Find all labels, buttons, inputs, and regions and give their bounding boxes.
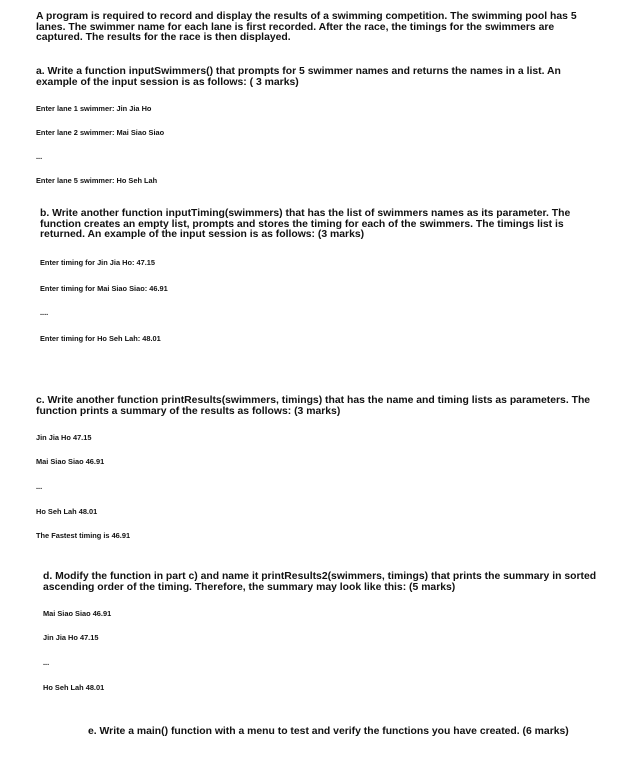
part-c-line-1: Jin Jia Ho 47.15 — [36, 433, 92, 442]
part-b-line-1: Enter timing for Jin Jia Ho: 47.15 — [40, 258, 155, 267]
part-a-line-3: ... — [36, 152, 43, 161]
part-a-line-2: Enter lane 2 swimmer: Mai Siao Siao — [36, 128, 165, 137]
part-b-line-2: Enter timing for Mai Siao Siao: 46.91 — [40, 284, 168, 293]
part-a-question: a. Write a function inputSwimmers() that prompts for 5 swimmer names and returns the names in a list. An example of the input session is as follows: ( 3 marks) — [36, 66, 561, 88]
part-d-line-3: ... — [43, 658, 50, 667]
part-d-question: d. Modify the function in part c) and name it printResults2(swimmers, timings) that prints the summary in sorted ascending order of the timing. Therefore, the summary may look like this: (5 marks) — [43, 571, 597, 593]
part-c-question: c. Write another function printResults(swimmers, timings) that has the name and timing lists as parameters. The function prints a summary of the results as follows: (3 marks) — [36, 395, 591, 417]
part-b-question: b. Write another function inputTiming(swimmers) that has the list of swimmers names as its parameter. The function creates an empty list, prompts and stores the timing for each of the swimmers. The timings list is returned. An example of the input session is as follows: (3 marks) — [40, 208, 571, 241]
part-a-line-4: Enter lane 5 swimmer: Ho Seh Lah — [36, 176, 158, 185]
part-e-question: e. Write a main() function with a menu to test and verify the functions you have created. (6 marks) — [88, 726, 569, 737]
part-b-line-3: .... — [40, 308, 49, 317]
part-d-line-2: Jin Jia Ho 47.15 — [43, 633, 99, 642]
part-d-line-4: Ho Seh Lah 48.01 — [43, 683, 105, 692]
part-c-line-4: Ho Seh Lah 48.01 — [36, 507, 98, 516]
part-c-line-3: ... — [36, 482, 43, 491]
part-a-line-1: Enter lane 1 swimmer: Jin Jia Ho — [36, 104, 152, 113]
part-d-line-1: Mai Siao Siao 46.91 — [43, 609, 112, 618]
part-c-line-2: Mai Siao Siao 46.91 — [36, 457, 105, 466]
intro-paragraph: A program is required to record and display the results of a swimming competition. The swimming pool has 5 lanes. The swimmer name for each lane is first recorded. After the race, the timings for the swimmers are captured. The results for the race is then displayed. — [36, 11, 577, 44]
part-b-line-4: Enter timing for Ho Seh Lah: 48.01 — [40, 334, 161, 343]
part-c-fastest: The Fastest timing is 46.91 — [36, 531, 131, 540]
